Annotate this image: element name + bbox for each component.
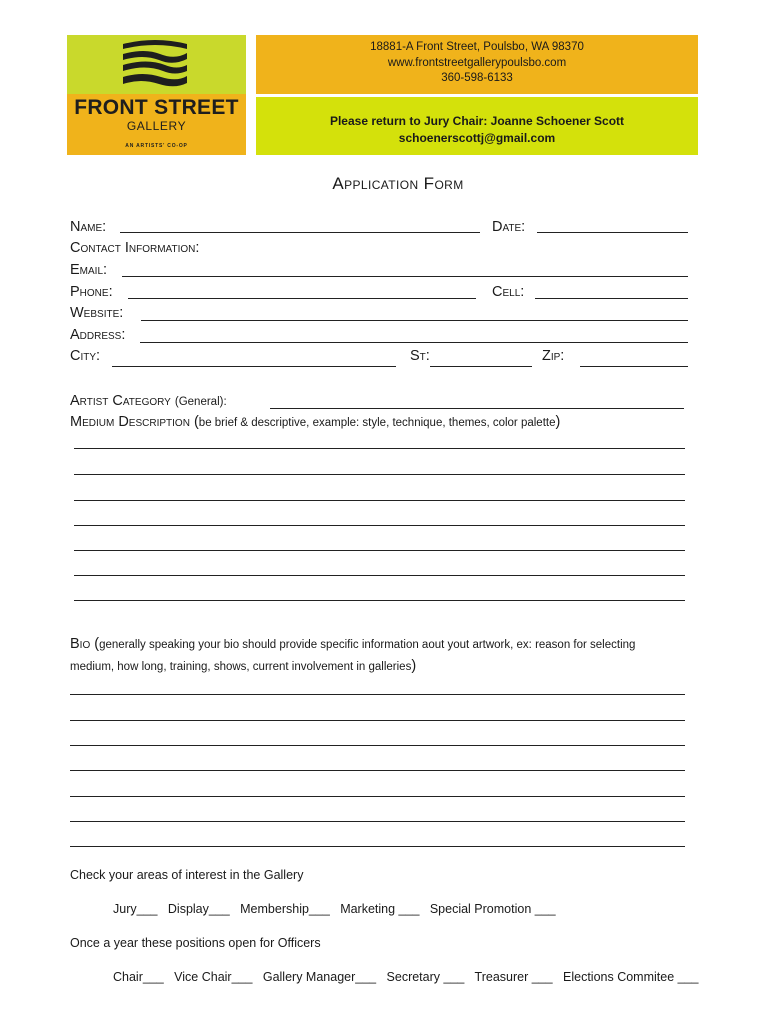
bio-line-7[interactable]: [70, 846, 685, 847]
artist-category-field[interactable]: [270, 408, 684, 409]
date-label: Date:: [492, 219, 526, 235]
bio-label-continued: [70, 658, 416, 674]
bio-line-1[interactable]: [70, 694, 685, 695]
address-label: Address:: [70, 327, 126, 343]
medium-label-text: Medium Description: [70, 414, 190, 430]
return-to-text: Please return to Jury Chair: Joanne Schoener Scott: [329, 114, 625, 128]
bio-label: [70, 636, 635, 652]
officer-options[interactable]: Chair___ Vice Chair___ Gallery Manager___ Secretary ___ Treasurer ___ Elections Commitee ___: [113, 970, 699, 984]
medium-line-6[interactable]: [74, 575, 685, 576]
bio-line-5[interactable]: [70, 796, 685, 797]
bio-line-4[interactable]: [70, 770, 685, 771]
medium-line-5[interactable]: [74, 550, 685, 551]
medium-description-label: [70, 414, 560, 430]
gallery-phone: 360-598-6133: [441, 72, 513, 84]
state-field[interactable]: [430, 366, 532, 367]
date-field[interactable]: [537, 232, 688, 233]
contact-label: Contact Information:: [70, 240, 200, 256]
officers-heading: Once a year these positions open for Officers: [70, 936, 321, 950]
medium-line-4[interactable]: [74, 525, 685, 526]
bio-paren-close: ): [411, 658, 417, 674]
address-banner: [256, 35, 698, 94]
phone-label: Phone:: [70, 284, 113, 300]
zip-field[interactable]: [580, 366, 688, 367]
jury-email: schoenerscottj@gmail.com: [398, 131, 556, 145]
website-label: Website:: [70, 305, 124, 321]
artist-category-text: Artist Category: [70, 393, 171, 409]
logo-subtitle: GALLERY: [126, 119, 187, 133]
logo-tagline: AN ARTISTS' CO-OP: [125, 143, 188, 149]
bio-line-6[interactable]: [70, 821, 685, 822]
name-field[interactable]: [120, 232, 480, 233]
website-field[interactable]: [141, 320, 688, 321]
medium-line-2[interactable]: [74, 474, 685, 475]
medium-line-7[interactable]: [74, 600, 685, 601]
form-title: Application Form: [332, 174, 464, 193]
return-banner: [256, 97, 698, 155]
bio-hint-2: medium, how long, training, shows, current involvement in galleries: [70, 661, 412, 673]
city-label: City:: [70, 348, 101, 364]
interests-heading: Check your areas of interest in the Gallery: [70, 868, 304, 882]
bio-label-text: Bio: [70, 636, 91, 652]
artist-category-label: [70, 393, 227, 409]
logo-name: FRONT STREET: [74, 96, 239, 119]
state-label: St:: [410, 348, 430, 364]
cell-label: Cell:: [492, 284, 525, 300]
name-label: Name:: [70, 219, 107, 235]
medium-paren-open: (: [193, 414, 199, 430]
medium-line-3[interactable]: [74, 500, 685, 501]
bio-line-3[interactable]: [70, 745, 685, 746]
phone-field[interactable]: [128, 298, 476, 299]
gallery-address: 18881-A Front Street, Poulsbo, WA 98370: [370, 41, 584, 53]
medium-line-1[interactable]: [74, 448, 685, 449]
bio-line-2[interactable]: [70, 720, 685, 721]
email-field[interactable]: [122, 276, 688, 277]
medium-paren-close: ): [555, 414, 561, 430]
bio-hint-1: generally speaking your bio should provide specific information aout yout artwork, ex: reason for selecting: [99, 639, 636, 651]
bio-paren-open: (: [94, 636, 100, 652]
interest-options[interactable]: Jury___ Display___ Membership___ Marketing ___ Special Promotion ___: [113, 902, 556, 916]
medium-hint: be brief & descriptive, example: style, technique, themes, color palette: [198, 417, 556, 429]
zip-label: Zip:: [542, 348, 565, 364]
address-field[interactable]: [140, 342, 688, 343]
artist-category-paren: (General):: [174, 396, 227, 408]
waves-logo-icon: [115, 38, 195, 93]
email-label: Email:: [70, 262, 108, 278]
cell-field[interactable]: [535, 298, 688, 299]
city-field[interactable]: [112, 366, 396, 367]
gallery-website: www.frontstreetgallerypoulsbo.com: [387, 56, 567, 69]
